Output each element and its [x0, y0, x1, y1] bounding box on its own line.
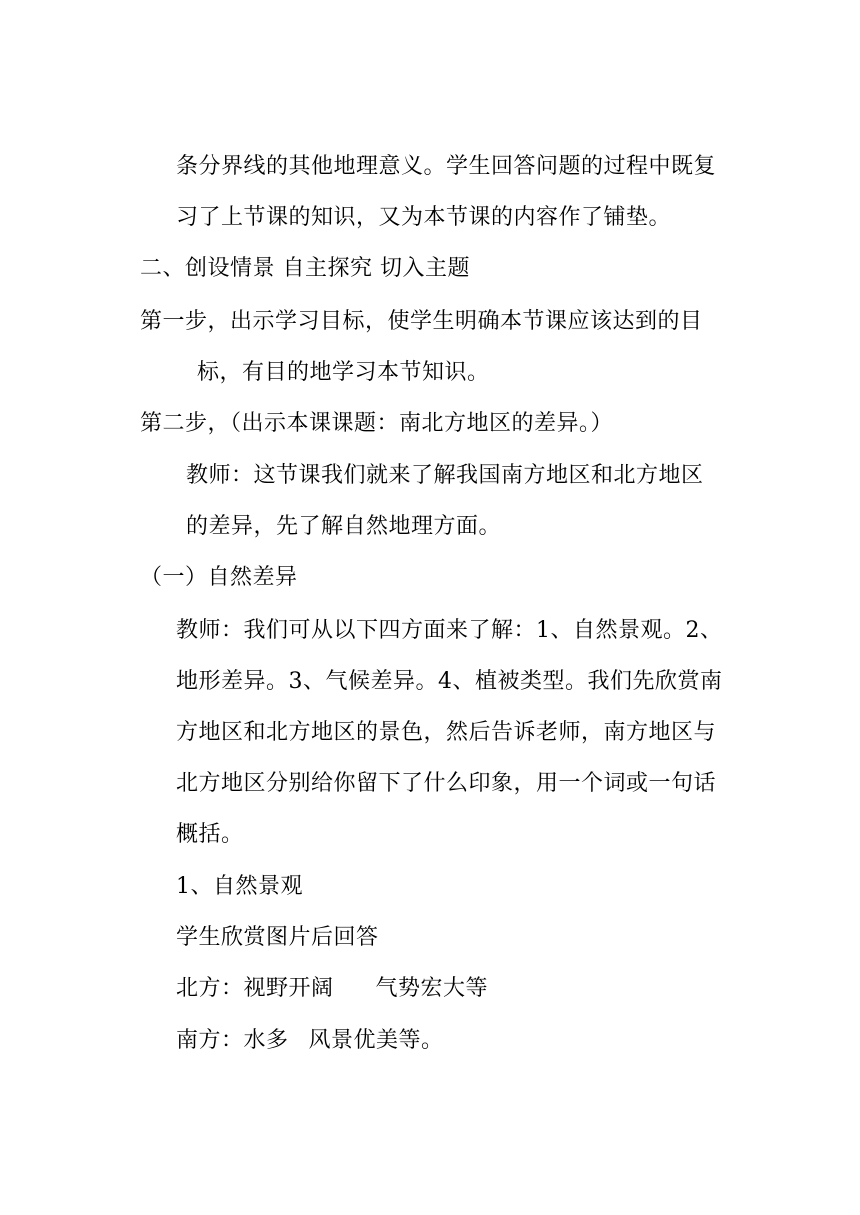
- text-line: 的差异，先了解自然地理方面。: [186, 514, 502, 539]
- south-answer-line: [176, 1026, 444, 1056]
- text-line: 方地区和北方地区的景色，然后告诉老师，南方地区与: [176, 720, 717, 745]
- section-heading: （一）自然差异: [140, 565, 298, 590]
- south-answer-part: 风景优美等。: [308, 1028, 444, 1053]
- text-line: 教师：这节课我们就来了解我国南方地区和北方地区: [186, 463, 704, 488]
- text-line: 标，有目的地学习本节知识。: [197, 360, 490, 385]
- section-heading: 二、创设情景 自主探究 切入主题: [140, 256, 470, 281]
- text-line: 教师：我们可从以下四方面来了解：1、自然景观。2、: [176, 618, 723, 643]
- text-line: 第二步，（出示本课课题：南北方地区的差异。）: [140, 411, 614, 436]
- text-line: 概括。: [176, 822, 244, 847]
- north-answer-part: 气势宏大等: [375, 976, 489, 1001]
- north-answer-part: 北方：视野开阔: [176, 976, 334, 1001]
- text-line: 条分界线的其他地理意义。学生回答问题的过程中既复: [176, 154, 717, 179]
- text-line: 学生欣赏图片后回答: [176, 925, 379, 950]
- subheading: 1、自然景观: [176, 874, 303, 899]
- text-line: 习了上节课的知识，又为本节课的内容作了铺垫。: [176, 205, 672, 230]
- north-answer-line: [176, 974, 488, 1004]
- south-answer-part: 南方：水多: [176, 1028, 289, 1053]
- text-line: 第一步，出示学习目标，使学生明确本节课应该达到的目: [140, 309, 703, 334]
- text-line: 北方地区分别给你留下了什么印象，用一个词或一句话: [176, 771, 717, 796]
- text-line: 地形差异。3、气候差异。4、植被类型。我们先欣赏南: [176, 669, 723, 694]
